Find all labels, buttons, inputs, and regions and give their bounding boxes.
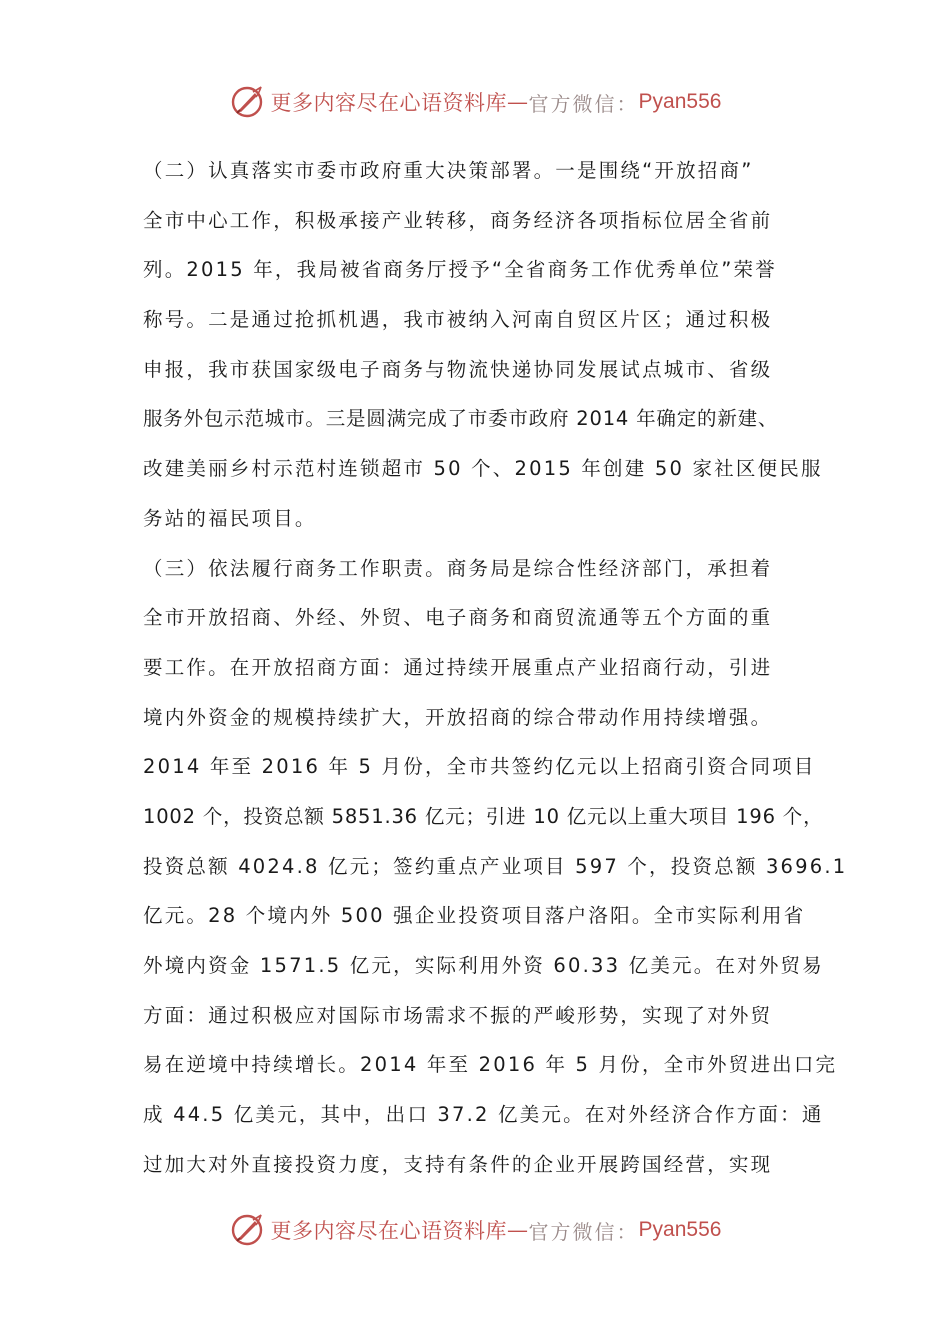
- text-line: 投资总额 4024.8 亿元；签约重点产业项目 597 个，投资总额 3696.1: [143, 854, 848, 878]
- watermark-wechat-label: 官方微信：: [528, 91, 639, 116]
- text-line: 改建美丽乡村示范村连锁超市 50 个、2015 年创建 50 家社区便民服: [143, 457, 823, 481]
- watermark-dash: —: [507, 1218, 529, 1242]
- text-line: 成 44.5 亿美元，其中，出口 37.2 亿美元。在对外经济合作方面：通: [143, 1103, 824, 1127]
- watermark-wechat-label: 官方微信：: [528, 1219, 639, 1244]
- text-line: （三）依法履行商务工作职责。商务局是综合性经济部门，承担着: [143, 556, 773, 580]
- quill-logo-icon: [229, 1212, 265, 1248]
- text-line: 方面：通过积极应对国际市场需求不振的严峻形势，实现了对外贸: [143, 1003, 773, 1027]
- text-line: 全市开放招商、外经、外贸、电子商务和商贸流通等五个方面的重: [143, 606, 773, 630]
- text-line: 务站的福民项目。: [143, 506, 317, 530]
- footer-watermark: [0, 1210, 950, 1250]
- text-line: 称号。二是通过抢抓机遇，我市被纳入河南自贸区片区；通过积极: [143, 308, 773, 332]
- text-line: 境内外资金的规模持续扩大，开放招商的综合带动作用持续增强。: [143, 705, 773, 729]
- watermark-dash: —: [507, 90, 529, 114]
- watermark-site-text: 更多内容尽在心语资料库: [270, 1219, 508, 1243]
- text-line: 易在逆境中持续增长。2014 年至 2016 年 5 月份，全市外贸进出口完: [143, 1053, 838, 1077]
- watermark-site-text: 更多内容尽在心语资料库: [270, 91, 508, 115]
- watermark-wechat-id: Pyan556: [638, 90, 722, 113]
- text-line: 2014 年至 2016 年 5 月份，全市共签约亿元以上招商引资合同项目: [143, 755, 816, 779]
- text-line: 全市中心工作，积极承接产业转移，商务经济各项指标位居全省前: [143, 208, 773, 232]
- header-watermark: [0, 82, 950, 122]
- document-body: [143, 146, 848, 1189]
- text-line: 服务外包示范城市。三是圆满完成了市委市政府 2014 年确定的新建、: [143, 407, 779, 431]
- text-line: 1002 个，投资总额 5851.36 亿元；引进 10 亿元以上重大项目 196 个，: [143, 804, 824, 828]
- quill-logo-icon: [229, 84, 265, 120]
- text-line: 外境内资金 1571.5 亿元，实际利用外资 60.33 亿美元。在对外贸易: [143, 954, 824, 977]
- text-line: 要工作。在开放招商方面：通过持续开展重点产业招商行动，引进: [143, 655, 773, 679]
- text-line: 申报，我市获国家级电子商务与物流快递协同发展试点城市、省级: [143, 357, 773, 381]
- text-line: （二）认真落实市委市政府重大决策部署。一是围绕“开放招商”: [143, 159, 754, 182]
- text-line: 过加大对外直接投资力度，支持有条件的企业开展跨国经营，实现: [143, 1152, 773, 1176]
- text-line: 列。2015 年，我局被省商务厅授予“全省商务工作优秀单位”荣誉: [143, 258, 777, 282]
- text-line: 亿元。28 个境内外 500 强企业投资项目落户洛阳。全市实际利用省: [143, 904, 806, 928]
- watermark-wechat-id: Pyan556: [638, 1218, 722, 1241]
